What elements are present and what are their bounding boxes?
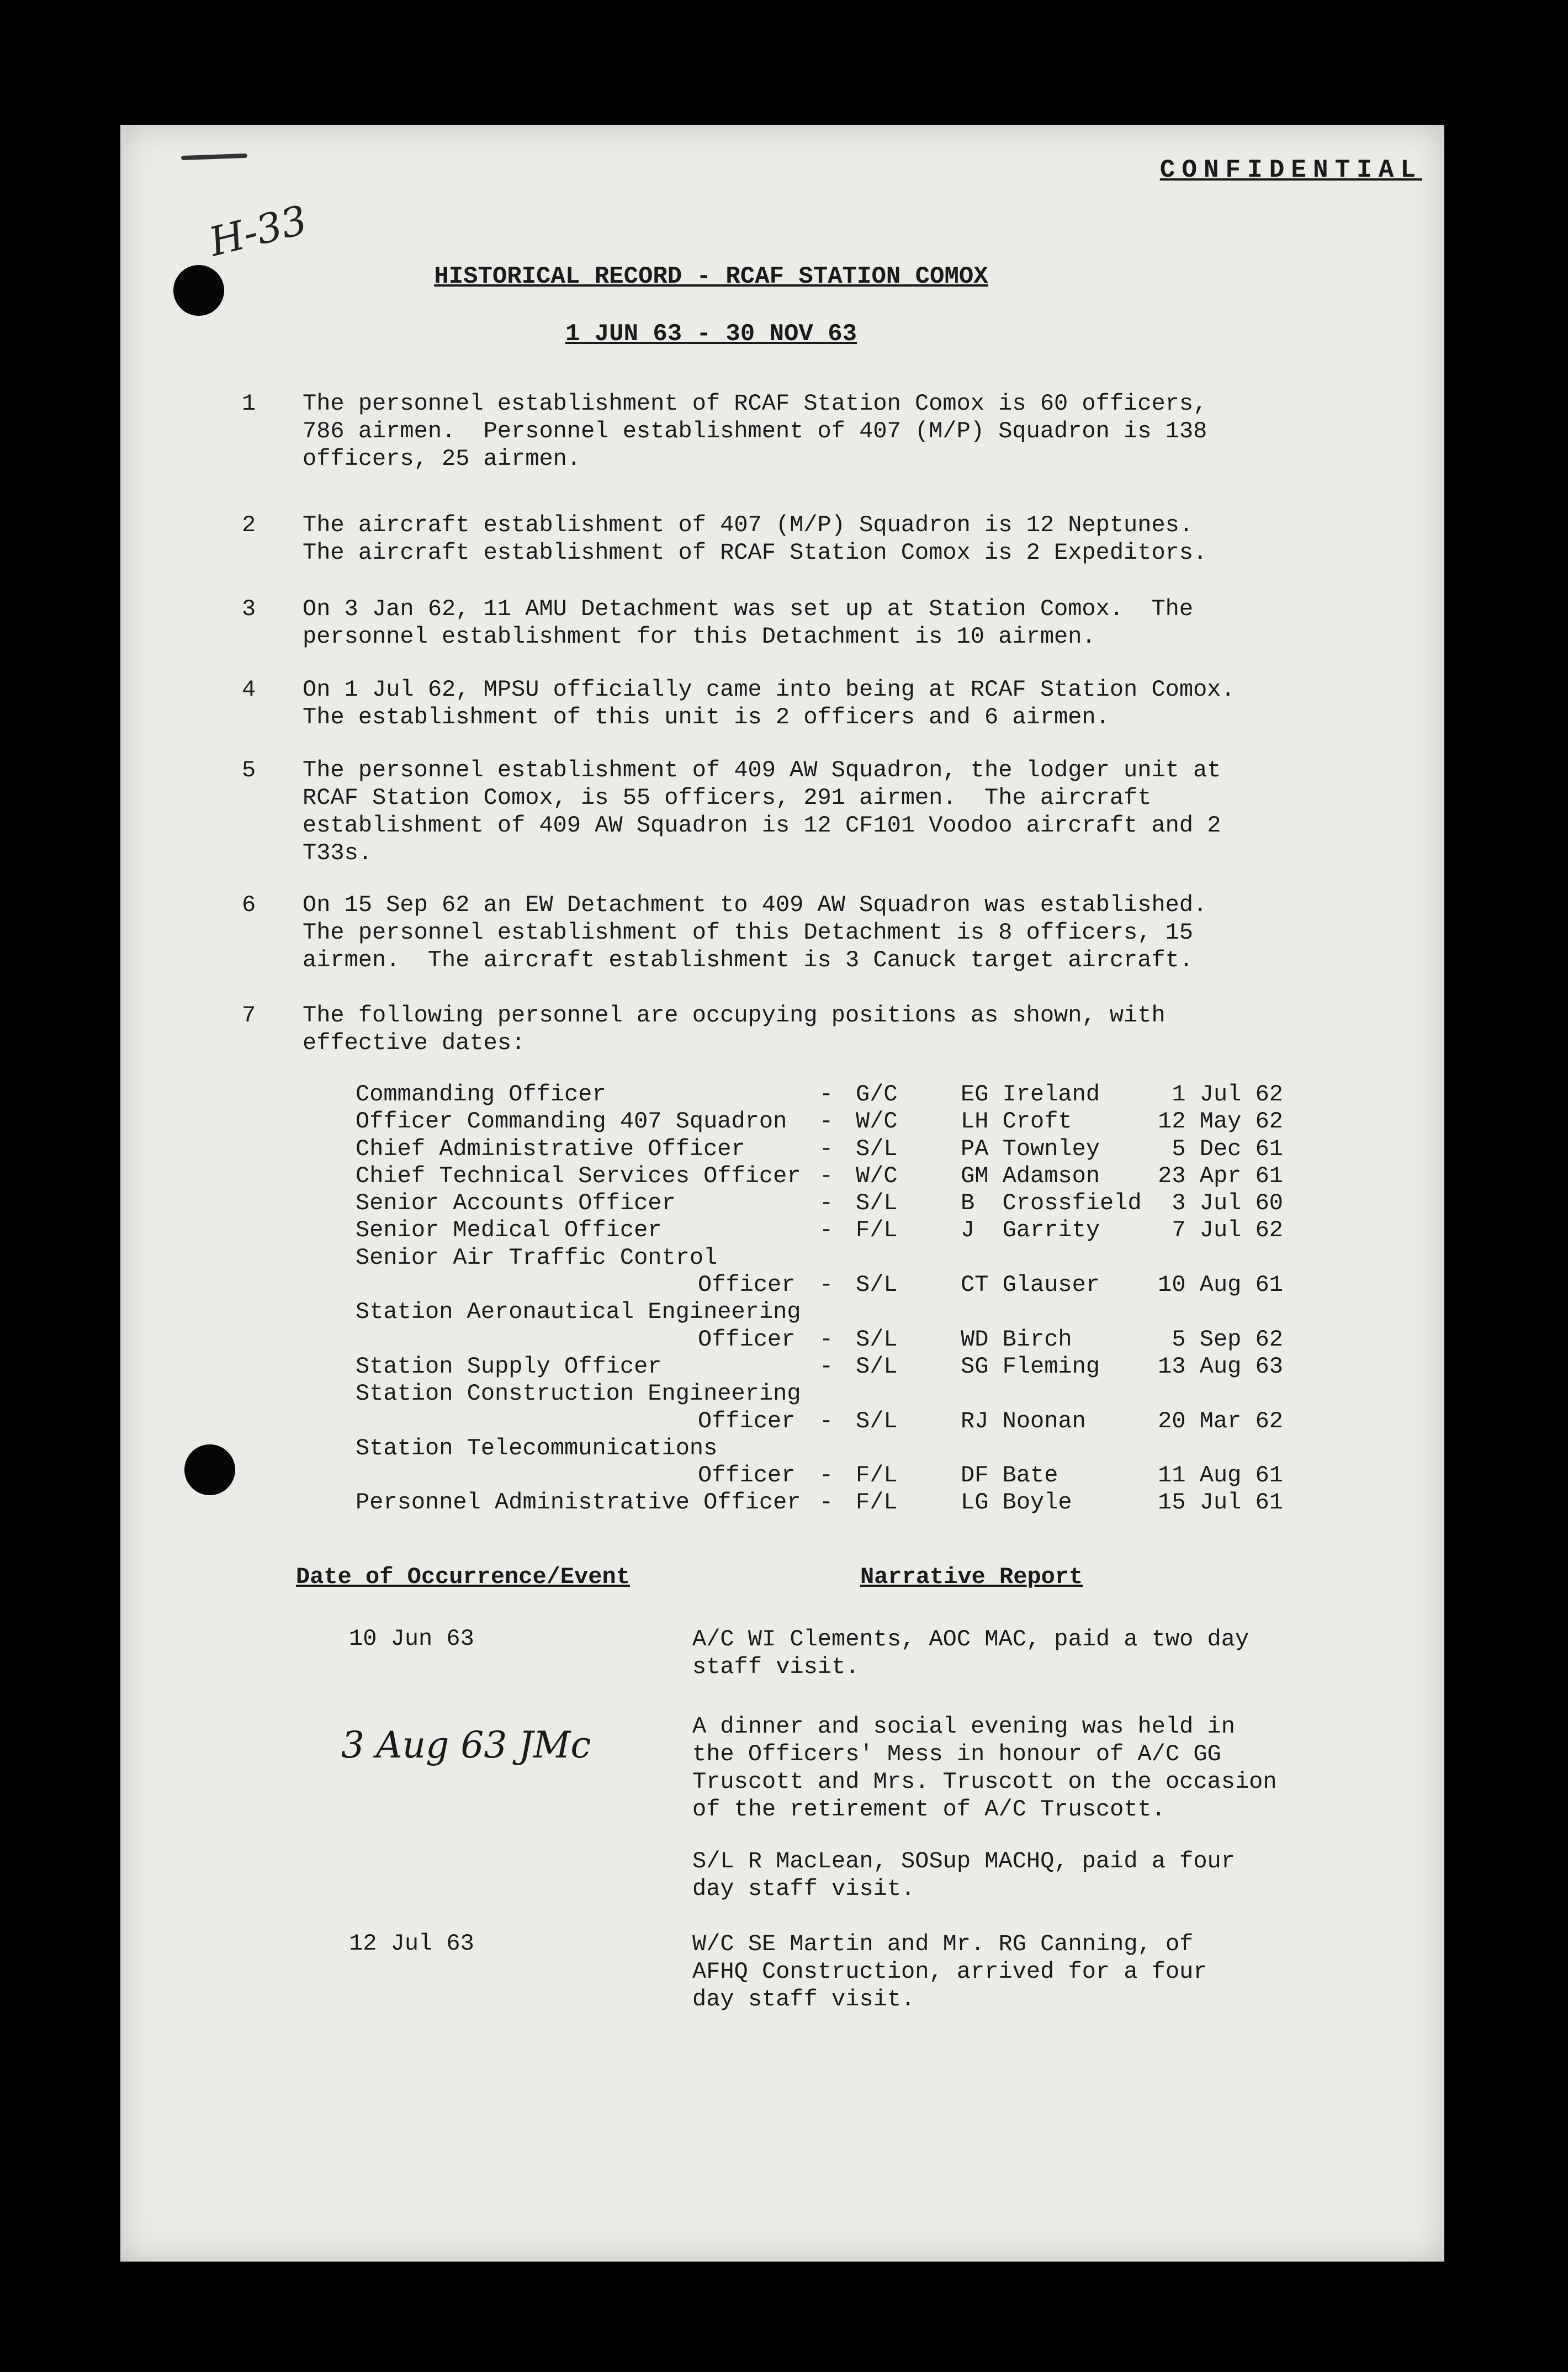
roster-name: GM Adamson bbox=[961, 1162, 1100, 1189]
roster-date: 10 Aug 61 bbox=[1158, 1272, 1283, 1299]
paragraph-line: airmen. The aircraft establishment is 3 Canuck target aircraft. bbox=[303, 947, 1194, 973]
narrative-line: A dinner and social evening was held in bbox=[692, 1713, 1235, 1740]
paragraph-line: 786 airmen. Personnel establishment of 407 (M/P) Squadron is 138 bbox=[303, 418, 1207, 444]
roster-name: RJ Noonan bbox=[961, 1407, 1086, 1434]
paragraph-line: The personnel establishment of 409 AW Squadron, the lodger unit at bbox=[303, 757, 1221, 783]
paragraph-number: 1 bbox=[242, 390, 256, 417]
roster-position: Station Construction Engineering bbox=[356, 1380, 801, 1407]
roster-row bbox=[356, 1136, 1405, 1163]
roster-dash: - bbox=[819, 1190, 834, 1217]
roster-rank: F/L bbox=[856, 1462, 898, 1489]
roster-position: Officer bbox=[698, 1462, 796, 1489]
paragraph-line: The personnel establishment of this Detachment is 8 officers, 15 bbox=[303, 919, 1194, 946]
paragraph-number: 3 bbox=[242, 596, 256, 622]
roster-rank: S/L bbox=[856, 1272, 898, 1299]
narrative-line: day staff visit. bbox=[692, 1986, 915, 2013]
event-narrative bbox=[692, 1847, 1410, 1903]
roster-name: WD Birch bbox=[961, 1326, 1072, 1353]
roster-row bbox=[356, 1353, 1405, 1380]
paragraph-line: The aircraft establishment of 407 (M/P) Squadron is 12 Neptunes. bbox=[303, 512, 1194, 538]
narrative-line: day staff visit. bbox=[692, 1876, 915, 1902]
paragraph-3 bbox=[242, 595, 1396, 650]
roster-date: 11 Aug 61 bbox=[1158, 1462, 1283, 1489]
roster-position: Senior Air Traffic Control bbox=[356, 1244, 718, 1271]
roster-date: 5 Sep 62 bbox=[1172, 1326, 1283, 1353]
roster-name: CT Glauser bbox=[961, 1272, 1100, 1299]
handwritten-reference: H-33 bbox=[204, 196, 312, 266]
narrative-line: of the retirement of A/C Truscott. bbox=[692, 1796, 1166, 1823]
roster-dash: - bbox=[819, 1135, 834, 1162]
paragraph-line: The personnel establishment of RCAF Station Comox is 60 officers, bbox=[303, 390, 1207, 417]
roster-date: 15 Jul 61 bbox=[1158, 1489, 1283, 1516]
paragraph-4 bbox=[242, 676, 1396, 731]
roster-position: Officer bbox=[698, 1326, 796, 1353]
roster-date: 5 Dec 61 bbox=[1172, 1135, 1283, 1162]
paragraph-number: 7 bbox=[242, 1002, 256, 1029]
narrative-line: staff visit. bbox=[692, 1654, 860, 1680]
roster-position: Station Supply Officer bbox=[356, 1353, 662, 1380]
roster-row bbox=[356, 1435, 1405, 1462]
event-date: 10 Jun 63 bbox=[349, 1626, 474, 1652]
narrative-line: S/L R MacLean, SOSup MACHQ, paid a four bbox=[692, 1848, 1235, 1875]
roster-row bbox=[356, 1299, 1405, 1326]
roster-date: 7 Jul 62 bbox=[1172, 1217, 1283, 1244]
roster-row bbox=[356, 1163, 1405, 1190]
roster-rank: F/L bbox=[856, 1489, 898, 1516]
roster-position: Senior Medical Officer bbox=[356, 1217, 662, 1244]
narrative-line: AFHQ Construction, arrived for a four bbox=[692, 1958, 1207, 1985]
paragraph-line: personnel establishment for this Detachment is 10 airmen. bbox=[303, 623, 1096, 650]
roster-dash: - bbox=[819, 1407, 834, 1434]
event-date: 12 Jul 63 bbox=[349, 1930, 474, 1957]
paragraph-2 bbox=[242, 511, 1396, 566]
roster-dash: - bbox=[819, 1489, 834, 1516]
roster-rank: S/L bbox=[856, 1190, 898, 1217]
roster-rank: S/L bbox=[856, 1353, 898, 1380]
paragraph-number: 4 bbox=[242, 676, 256, 703]
classification-label: CONFIDENTIAL bbox=[1159, 156, 1422, 184]
roster-rank: W/C bbox=[856, 1108, 898, 1135]
roster-name: DF Bate bbox=[961, 1462, 1058, 1489]
roster-position: Station Telecommunications bbox=[356, 1434, 718, 1462]
paragraph-line: On 1 Jul 62, MPSU officially came into being at RCAF Station Comox. bbox=[303, 676, 1235, 703]
roster-name: SG Fleming bbox=[961, 1353, 1100, 1380]
roster-name: LH Croft bbox=[961, 1108, 1072, 1135]
roster-date: 12 May 62 bbox=[1158, 1108, 1283, 1135]
roster-row bbox=[356, 1081, 1405, 1108]
roster-row bbox=[356, 1217, 1405, 1244]
roster-rank: W/C bbox=[856, 1162, 898, 1189]
punch-hole bbox=[184, 1444, 235, 1495]
event-narrative bbox=[692, 1930, 1410, 2013]
roster-dash: - bbox=[819, 1462, 834, 1489]
roster-position: Officer bbox=[698, 1272, 796, 1299]
paragraph-5 bbox=[242, 756, 1396, 867]
roster-dash: - bbox=[819, 1326, 834, 1353]
roster-rank: S/L bbox=[856, 1407, 898, 1434]
roster-row bbox=[356, 1190, 1405, 1217]
roster-dash: - bbox=[819, 1217, 834, 1244]
roster-dash: - bbox=[819, 1081, 834, 1108]
roster-dash: - bbox=[819, 1162, 834, 1189]
roster-date: 13 Aug 63 bbox=[1158, 1353, 1283, 1380]
events-date-header: Date of Occurrence/Event bbox=[296, 1564, 630, 1590]
roster-name: LG Boyle bbox=[961, 1489, 1072, 1516]
roster-row bbox=[356, 1326, 1405, 1353]
event-narrative bbox=[692, 1626, 1410, 1681]
roster-date: 3 Jul 60 bbox=[1172, 1190, 1283, 1217]
roster-position: Personnel Administrative Officer bbox=[356, 1489, 801, 1516]
paragraph-line: effective dates: bbox=[303, 1030, 526, 1056]
roster-position: Chief Technical Services Officer bbox=[356, 1162, 801, 1189]
event-date-handwritten: 3 Aug 63 JMc bbox=[341, 1724, 591, 1766]
roster-dash: - bbox=[819, 1272, 834, 1299]
event-narrative bbox=[692, 1713, 1410, 1823]
corner-mark bbox=[181, 153, 247, 160]
paragraph-number: 5 bbox=[242, 757, 256, 783]
roster-position: Station Aeronautical Engineering bbox=[356, 1299, 801, 1326]
paragraph-line: On 15 Sep 62 an EW Detachment to 409 AW Squadron was established. bbox=[303, 892, 1207, 918]
paragraph-line: The aircraft establishment of RCAF Station Comox is 2 Expeditors. bbox=[303, 539, 1207, 566]
paragraph-number: 2 bbox=[242, 512, 256, 538]
document-title: HISTORICAL RECORD - RCAF STATION COMOX bbox=[434, 263, 988, 290]
roster-row bbox=[356, 1108, 1405, 1135]
paragraph-line: establishment of 409 AW Squadron is 12 CF101 Voodoo aircraft and 2 bbox=[303, 812, 1221, 839]
paragraph-line: T33s. bbox=[303, 840, 373, 866]
roster-row bbox=[356, 1462, 1405, 1489]
document-period: 1 JUN 63 - 30 NOV 63 bbox=[565, 320, 857, 348]
roster-position: Commanding Officer bbox=[356, 1081, 606, 1108]
roster-position: Officer bbox=[698, 1407, 796, 1434]
roster-date: 23 Apr 61 bbox=[1158, 1162, 1283, 1189]
roster-position: Senior Accounts Officer bbox=[356, 1190, 676, 1217]
events-narrative-header: Narrative Report bbox=[860, 1564, 1083, 1590]
roster-rank: G/C bbox=[856, 1081, 898, 1108]
roster-position: Officer Commanding 407 Squadron bbox=[356, 1108, 787, 1135]
roster-name: B Crossfield bbox=[961, 1190, 1142, 1217]
roster-row bbox=[356, 1245, 1405, 1272]
paragraph-line: The establishment of this unit is 2 officers and 6 airmen. bbox=[303, 704, 1110, 730]
paragraph-line: On 3 Jan 62, 11 AMU Detachment was set up at Station Comox. The bbox=[303, 596, 1194, 622]
narrative-line: the Officers' Mess in honour of A/C GG bbox=[692, 1741, 1221, 1767]
narrative-line: W/C SE Martin and Mr. RG Canning, of bbox=[692, 1931, 1194, 1957]
paragraph-line: officers, 25 airmen. bbox=[303, 446, 581, 472]
document-page bbox=[120, 125, 1444, 2262]
narrative-line: Truscott and Mrs. Truscott on the occasion bbox=[692, 1769, 1277, 1795]
roster-dash: - bbox=[819, 1108, 834, 1135]
roster-row bbox=[356, 1380, 1405, 1407]
roster-position: Chief Administrative Officer bbox=[356, 1135, 745, 1162]
roster-rank: S/L bbox=[856, 1326, 898, 1353]
roster-row bbox=[356, 1489, 1405, 1516]
roster-row bbox=[356, 1408, 1405, 1435]
paragraph-line: RCAF Station Comox, is 55 officers, 291 airmen. The aircraft bbox=[303, 785, 1152, 811]
personnel-roster bbox=[356, 1081, 1405, 1517]
paragraph-number: 6 bbox=[242, 892, 256, 918]
paragraph-line: The following personnel are occupying positions as shown, with bbox=[303, 1002, 1166, 1029]
narrative-line: A/C WI Clements, AOC MAC, paid a two day bbox=[692, 1626, 1249, 1653]
paragraph-6 bbox=[242, 891, 1396, 974]
roster-rank: F/L bbox=[856, 1217, 898, 1244]
roster-row bbox=[356, 1272, 1405, 1299]
paragraph-1 bbox=[242, 390, 1396, 473]
roster-name: PA Townley bbox=[961, 1135, 1100, 1162]
roster-date: 20 Mar 62 bbox=[1158, 1407, 1283, 1434]
roster-date: 1 Jul 62 bbox=[1172, 1081, 1283, 1108]
roster-dash: - bbox=[819, 1353, 834, 1380]
roster-name: J Garrity bbox=[961, 1217, 1100, 1244]
roster-rank: S/L bbox=[856, 1135, 898, 1162]
paragraph-7 bbox=[242, 1002, 1396, 1057]
roster-name: EG Ireland bbox=[961, 1081, 1100, 1108]
